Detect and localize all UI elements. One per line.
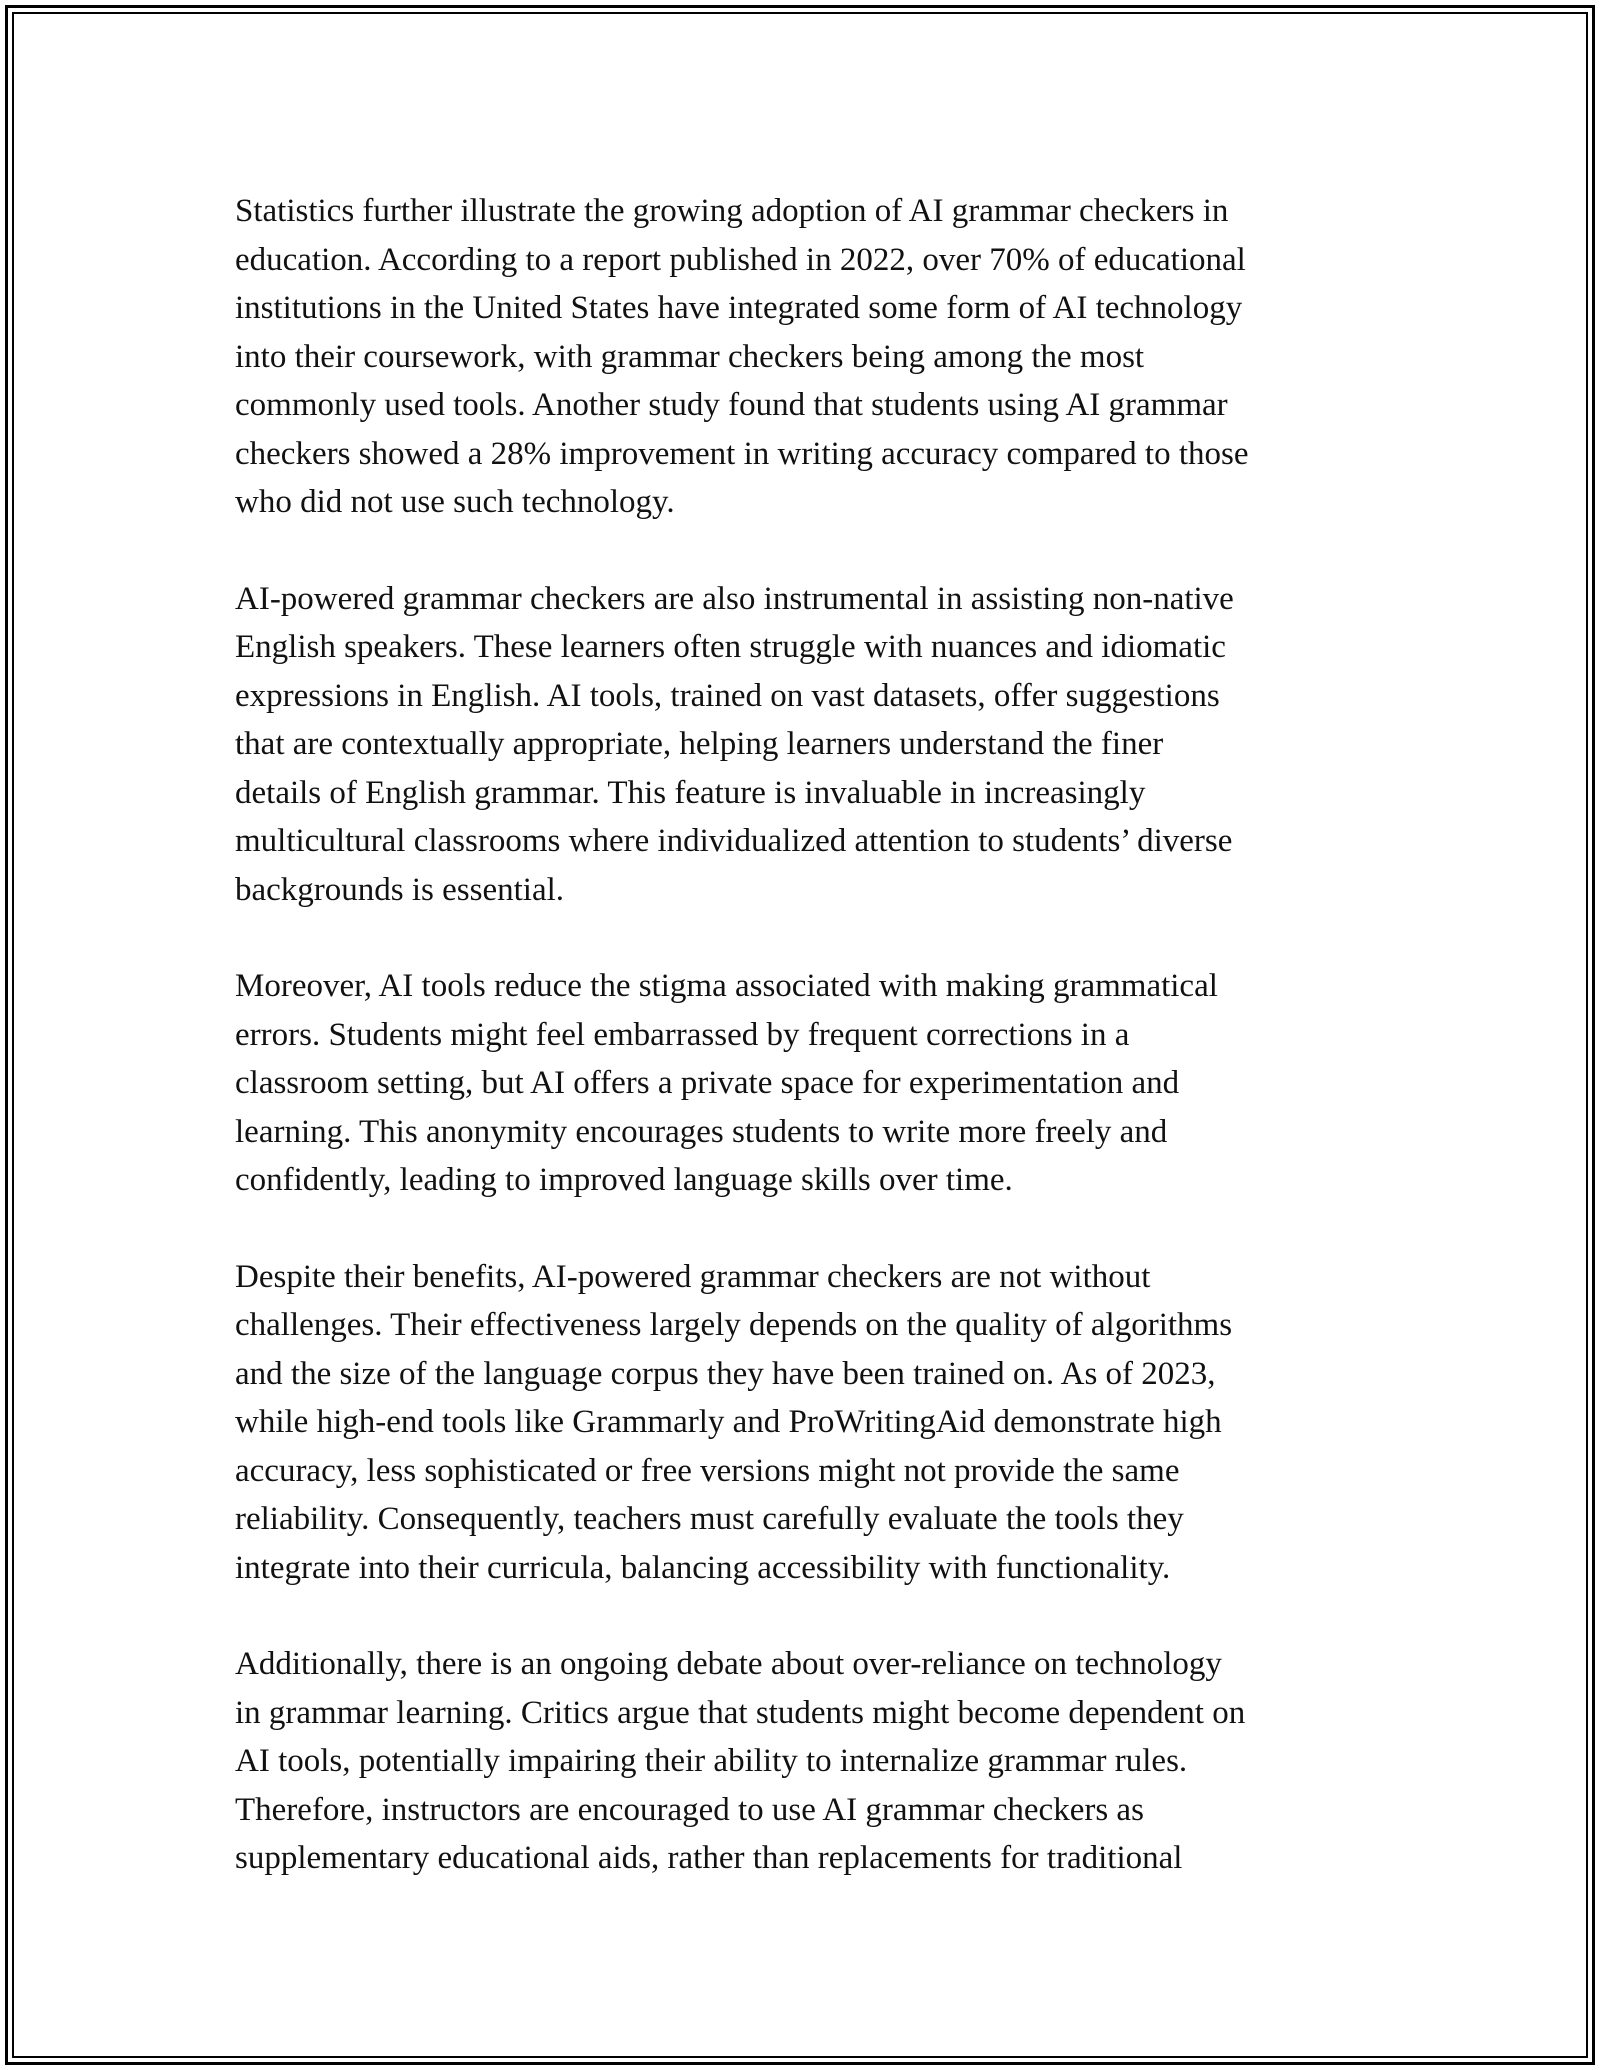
text-line: and the size of the language corpus they have been trained on. As of 2023, [235,1355,1216,1392]
text-line: confidently, leading to improved language skills over time. [235,1162,1013,1198]
text-line: AI-powered grammar checkers are also instrumental in assisting non-native [235,580,1234,617]
paragraph-1 [235,187,1385,527]
text-line: integrate into their curricula, balancing accessibility with functionality. [235,1549,1171,1586]
text-line: reliability. Consequently, teachers must carefully evaluate the tools they [235,1501,1184,1537]
text-line: that are contextually appropriate, helping learners understand the finer [235,726,1164,762]
text-line: Despite their benefits, AI-powered grammar checkers are not without [235,1258,1151,1295]
text-line: English speakers. These learners often struggle with nuances and idiomatic [235,629,1226,665]
text-line: commonly used tools. Another study found that students using AI grammar [235,387,1228,423]
text-line: errors. Students might feel embarrassed by frequent corrections in a [235,1016,1130,1053]
text-line: multicultural classrooms where individualized attention to students’ diverse [235,823,1233,859]
text-line: Moreover, AI tools reduce the stigma associated with making grammatical [235,968,1218,1004]
text-line: institutions in the United States have integrated some form of AI technology [235,290,1243,326]
text-line: accuracy, less sophisticated or free versions might not provide the same [235,1452,1180,1489]
text-line: expressions in English. AI tools, trained on vast datasets, offer suggestions [235,677,1220,714]
text-line: backgrounds is essential. [235,871,565,908]
text-line: Therefore, instructors are encouraged to use AI grammar checkers as [235,1791,1144,1828]
document-body [235,187,1385,1931]
text-line: into their coursework, with grammar checkers being among the most [235,338,1145,375]
paragraph-2 [235,575,1385,915]
text-line: education. According to a report published in 2022, over 70% of educational [235,241,1246,278]
text-line: challenges. Their effectiveness largely depends on the quality of algorithms [235,1307,1233,1343]
text-line: supplementary educational aids, rather than replacements for traditional [235,1840,1183,1876]
text-line: details of English grammar. This feature is invaluable in increasingly [235,774,1146,811]
paragraph-5 [235,1640,1385,1883]
text-line: checkers showed a 28% improvement in writing accuracy compared to those [235,435,1249,472]
text-line: who did not use such technology. [235,484,675,520]
paragraph-3 [235,962,1385,1205]
text-line: in grammar learning. Critics argue that students might become dependent on [235,1694,1246,1731]
text-line: while high-end tools like Grammarly and ProWritingAid demonstrate high [235,1404,1222,1440]
text-line: Additionally, there is an ongoing debate about over-reliance on technology [235,1646,1222,1682]
text-line: Statistics further illustrate the growing adoption of AI grammar checkers in [235,193,1229,229]
text-line: AI tools, potentially impairing their ability to internalize grammar rules. [235,1743,1188,1779]
text-line: classroom setting, but AI offers a private space for experimentation and [235,1065,1180,1101]
text-line: learning. This anonymity encourages students to write more freely and [235,1113,1168,1150]
paragraph-4 [235,1253,1385,1593]
